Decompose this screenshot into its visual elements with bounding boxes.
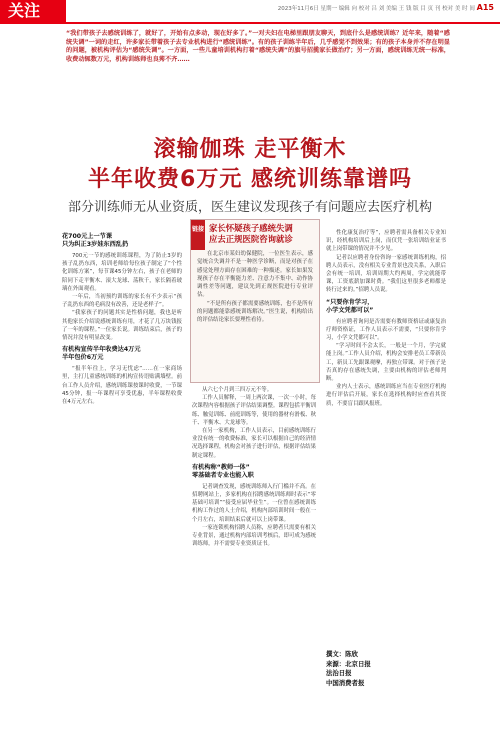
headline-subtitle: 部分训练师无从业资质，医生建议发现孩子有问题应去医疗机构 [67, 200, 432, 215]
section-tag: 关注 [0, 0, 66, 22]
article-column-2 [192, 386, 316, 548]
credit-line: 撰文：陈欣 [326, 650, 358, 658]
paragraph: “不是所有孩子都需要感统训练，也不是所有的问题都能靠感统训练解决。”医生说，机构给出的评估结论家长要理性看待。 [197, 300, 313, 324]
paragraph: 有应聘者询问是否需要有教师资格证或康复治疗师资格证，工作人员表示不需要，“只要你肯学习，小学文凭都可以”。 [326, 318, 446, 342]
sidebar-link-box [190, 219, 320, 383]
credit-line: 来源：北京日报 [326, 659, 371, 668]
paragraph: 工作人员解释，一周上两次课，一次一小时，每次课程内容根据孩子评估结果调整。课程包括平衡训练、触觉训练、前庭训练等，使用的器材有滑板、秋千、平衡木、大龙球等。 [192, 395, 316, 426]
edition-info: 2023年11月6日 星期一 编辑 向 校对 吕 刘 美编 王 钱 版 目 页 刊 校对 美 时 间 [277, 6, 475, 12]
paragraph: 在北京市某妇幼保健院，一位医生表示，感觉统合失调并不是一种医学诊断，而是对孩子在感觉处理方面存在困难的一种描述。家长如果发现孩子存在平衡能力差、注意力不集中、动作协调性差等问题，建议先到正规医院进行专业评估。 [197, 251, 313, 299]
paragraph: 性化康复治疗等”，应聘者需具备相关专业知识，经机构培训后上岗，而仅凭一张培训结业证书就上岗带课的情况并不少见。 [326, 230, 446, 253]
page-number: A15 [476, 3, 494, 12]
paragraph: 业内人士表示，感统训练应当在专业医疗机构进行评估后开展，家长在选择机构时应查看其资质，不要盲目跟风报班。 [326, 384, 446, 407]
date-line [278, 3, 494, 12]
paragraph: 一家连锁机构招聘人员称，应聘者只需要有相关专业背景，通过机构内部培训考核后，即可成为感统训练师，并不需要专业资质证书。 [192, 524, 316, 548]
paragraph: 记者调查发现，感统训练师入行门槛并不高。在招聘网站上，多家机构在招聘感统训练师时表示“零基础可培训”“接受应届毕业生”。一位曾在感统训练机构工作过的人士介绍，机构内部培训时间一般在一个月左右，培训结束后就可以上岗带课。 [192, 483, 316, 523]
credit-line: 法治日报 [326, 669, 352, 678]
column-3-heading: “只要你肯学习， 小学文凭都可以” [326, 298, 374, 314]
paragraph: “学习时间不会太长，一般是一个月，学完就能上岗。”工作人员介绍，机构会安排老员工带新员工，新员工先跟课观摩，再独立带课。对于孩子是否真的存在感统失调，主要由机构的评估老师判断。 [326, 343, 446, 383]
paragraph: “报半年往上，学习无忧虑”……在一家商场里，主打儿童感统训练的机构宣传语贴满墙壁。前台工作人员介绍，感统训练课按课时收费，一节课45分钟，报一年课程可享受优惠，半年课程收费在4万元左右。 [62, 366, 182, 406]
paragraph: 700元一节的感统训练课程，为了防止3岁的孩子乱扔东西，培训老师给每位孩子制定了“个性化训练方案”，每节课45分钟左右，孩子在老师的陪同下走平衡木、滚大龙球、荡秋千，家长隔着玻璃在外面观看。 [62, 253, 182, 292]
article-column-3 [326, 229, 446, 408]
column-1-heading-1: 花700元上一节课 只为纠正3岁娃东西乱扔 [62, 233, 129, 248]
column-1-heading-2: 有机构宣传半年收费达4万元 半年包价6万元 [62, 346, 141, 362]
article-credits [326, 650, 446, 688]
paragraph: 在另一家机构，工作人员表示，目前感统训练行业没有统一的收费标准，家长可以根据自己的经济情况选择课程，机构会对孩子进行评估，根据评估结果制定课程。 [192, 428, 316, 459]
paragraph: 记者以应聘者身份咨询一家感统训练机构，招聘人员表示，没有相关专业背景也没关系，入职后会有统一培训，培训周期大约两周，学完就能带课，工资底薪加课时费。“我们这里很多老师都是转行过来的。”招聘人员说。 [326, 254, 446, 294]
article-column-1 [62, 229, 182, 406]
lead-paragraph: “我们带孩子去感统训练了，就好了，开始有点多动，现在好多了。”一对夫妇在电梯里跟朋友聊天，到底什么是感统训练？近年来，随着“感统失调”一词的走红，许多家长带着孩子去专业机构进行“感统训练”。有的孩子训练半年后，几乎感觉不到效果；有的孩子本身并不存在明显的问题，被机构评估为“感统失调”。一方面，一些儿童培训机构打着“感统失调”的旗号招揽家长做治疗；另一方面，感统训练无统一标准，收费动辄数万元，机构训练师也良莠不齐…… [66, 30, 450, 63]
box-body [197, 250, 313, 325]
headline-line-1: 滚输伽珠 走平衡木 [153, 137, 347, 162]
header-rule [0, 22, 500, 24]
paragraph: 从六七个月到三四万元不等。 [202, 387, 273, 393]
column-2-heading: 有机构称“教师一体” 零基础者专业也能入职 [192, 463, 254, 479]
paragraph: “我家孩子的问题其实是性格问题，我也是听其他家长介绍说感统训练有用，才花了几万块钱报了一年的课程。”一位家长说。训练结束后，孩子的情况并没有明显改变。 [62, 310, 182, 342]
credit-line: 中国消费者报 [326, 678, 365, 687]
box-tag: 链接 [191, 220, 205, 250]
paragraph: 一年后，当初预约训练的家长有不少表示“孩子乱扔东西的毛病没有改善，还是老样子”。 [62, 294, 182, 309]
box-title: 家长怀疑孩子感统失调 应去正规医院咨询就诊 [209, 223, 293, 244]
headline-line-2: 半年收费6万元 感统训练靠谱吗 [88, 167, 412, 192]
